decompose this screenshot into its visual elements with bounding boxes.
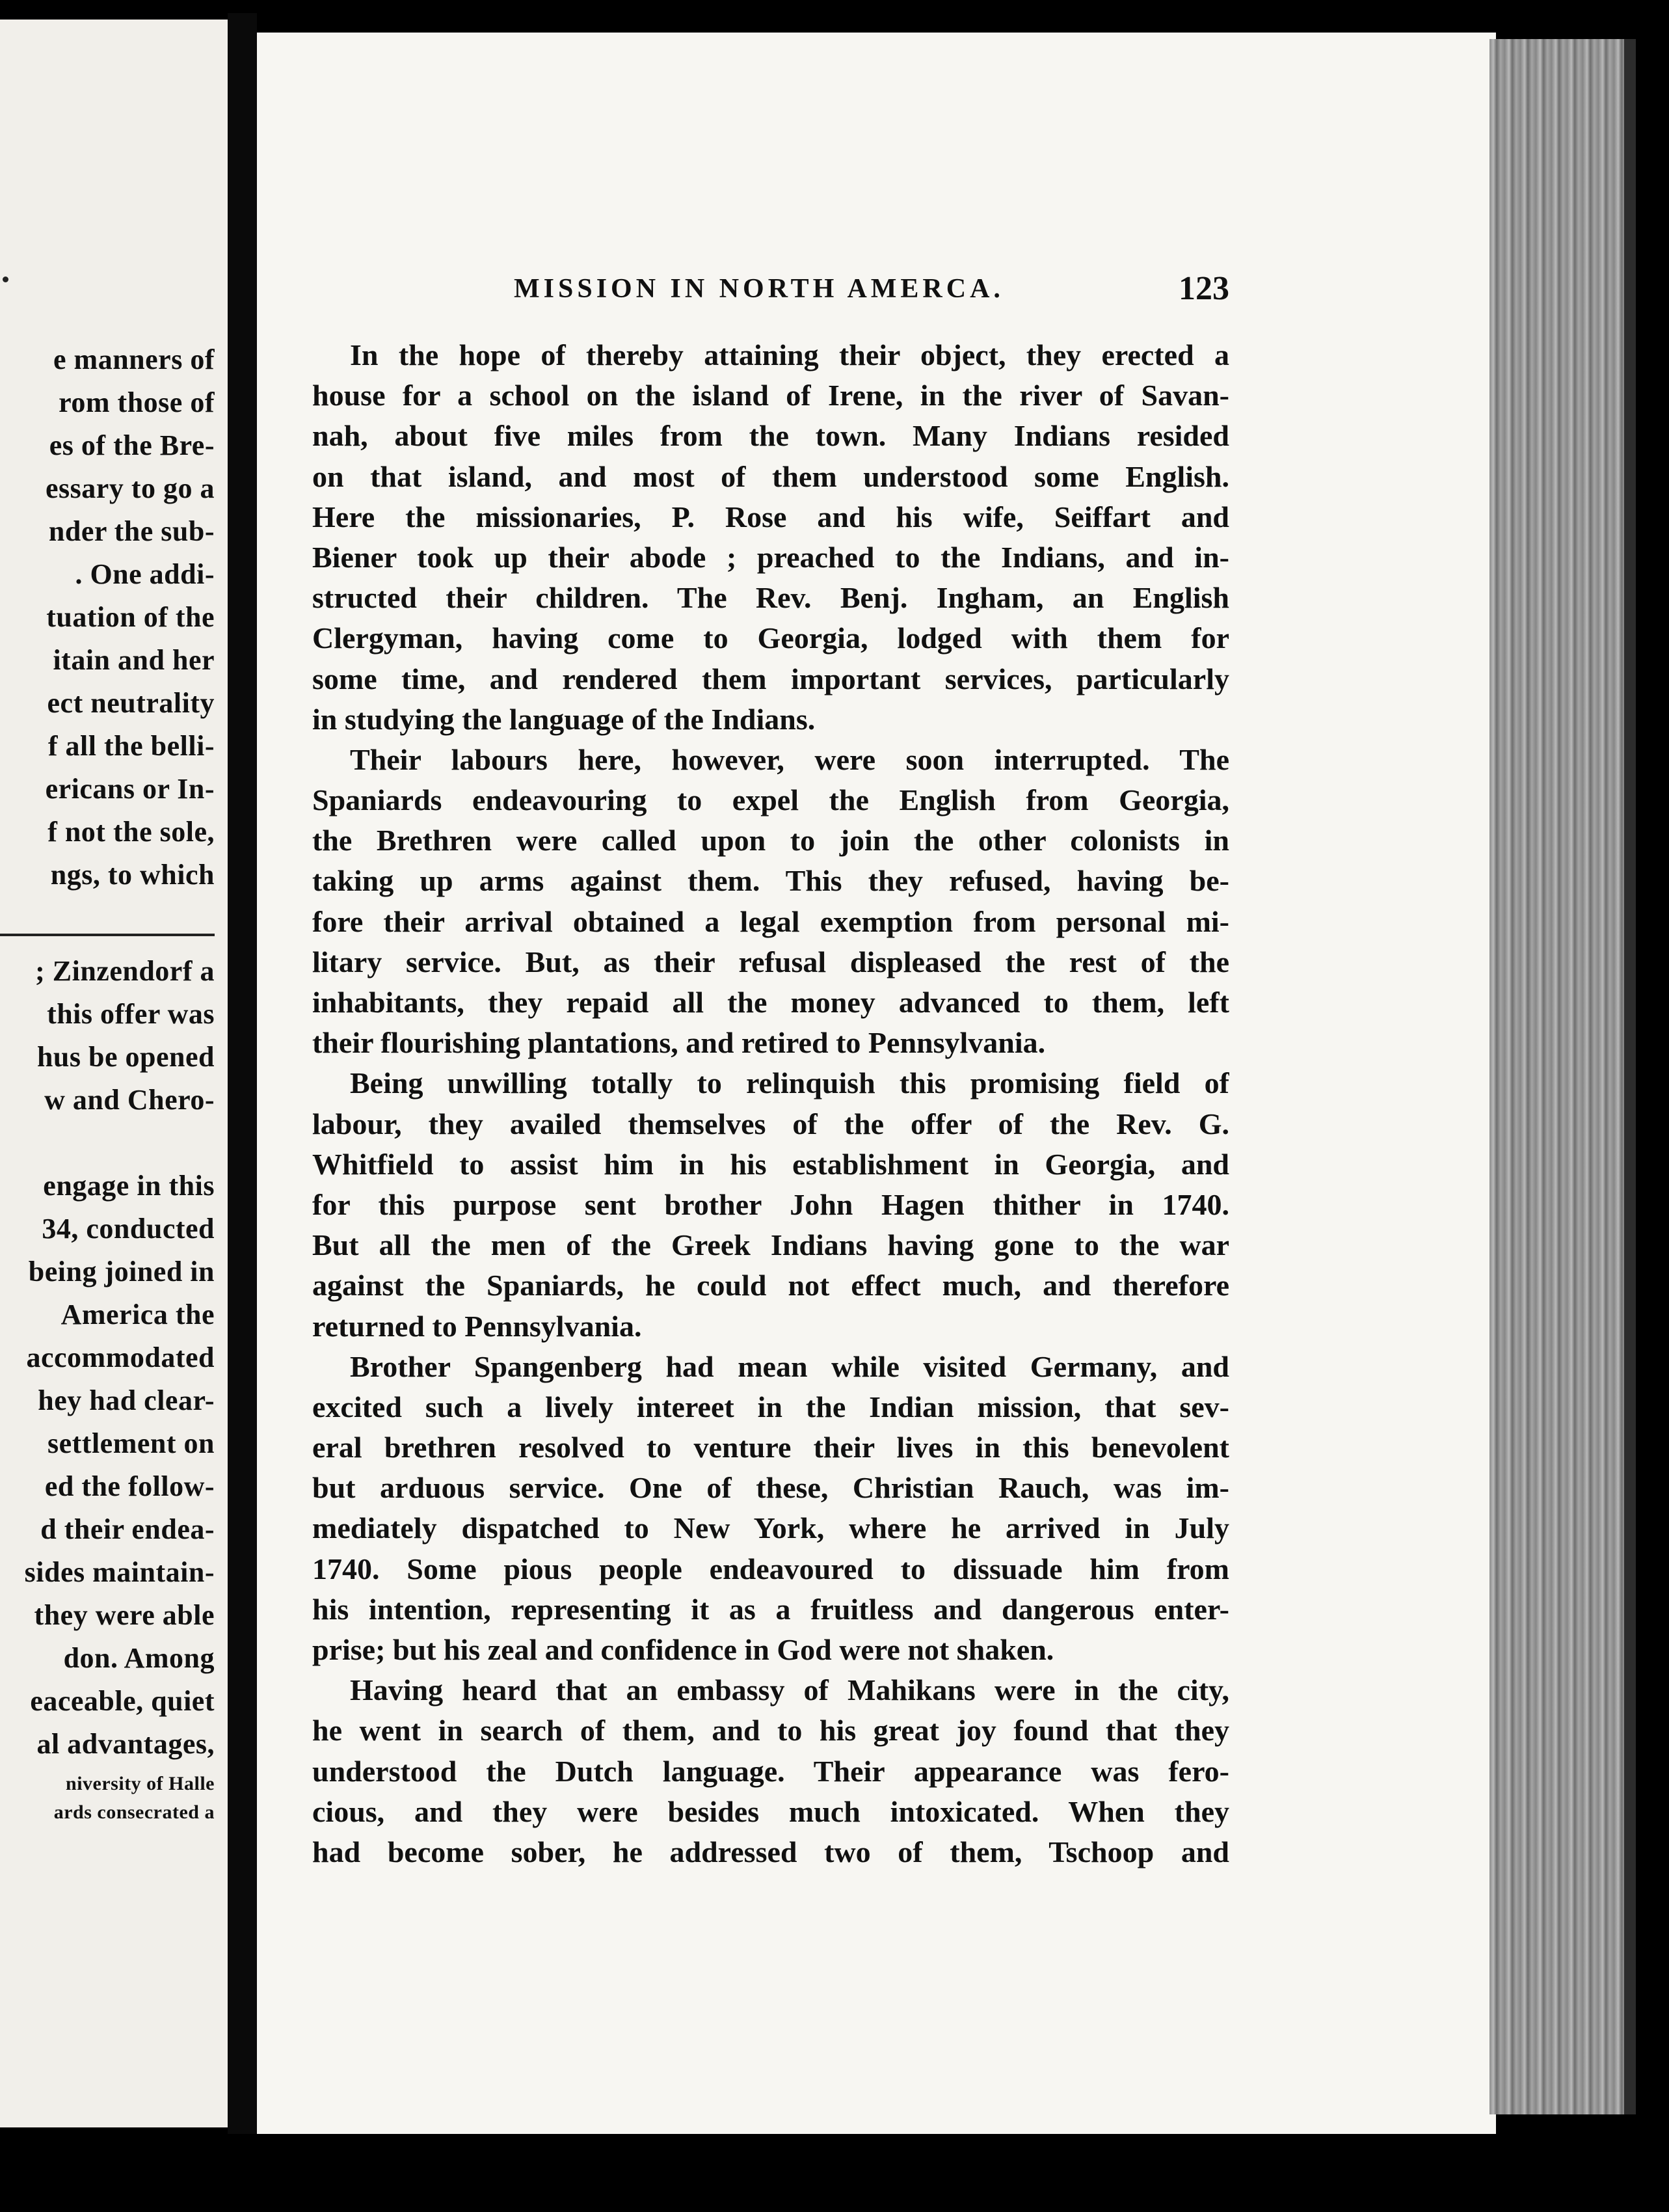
previous-page-line: d their endea- — [40, 1513, 215, 1545]
previous-page-line: rom those of — [59, 386, 215, 418]
previous-page-text-lower — [0, 950, 228, 1766]
previous-page-line: sides maintain- — [24, 1556, 215, 1588]
text-line: excited such a lively intereet in the Indian mission, that sev- — [312, 1390, 1229, 1423]
previous-page-line: nder the sub- — [48, 515, 215, 547]
text-line: labour, they availed themselves of the offer of the Rev. G. — [312, 1107, 1229, 1140]
text-line: mediately dispatched to New York, where he arrived in July — [312, 1511, 1229, 1545]
text-line: Spaniards endeavouring to expel the English from Georgia, — [312, 783, 1229, 817]
text-line: Brother Spangenberg had mean while visited Germany, and — [350, 1349, 1229, 1383]
running-head — [514, 270, 1229, 312]
previous-page-line: al advantages, — [36, 1728, 215, 1760]
previous-page-line: niversity of Halle — [66, 1773, 215, 1794]
body-text — [312, 335, 1229, 1872]
previous-page-line: they were able — [34, 1599, 215, 1631]
page-number: 123 — [1179, 270, 1229, 307]
running-title: MISSION IN NORTH AMERCA. — [514, 274, 1004, 304]
text-line: structed their children. The Rev. Benj. Ingham, an English — [312, 581, 1229, 615]
text-line: the Brethren were called upon to join the other colonists in — [312, 824, 1229, 857]
previous-page-line: America the — [60, 1299, 215, 1330]
previous-page-text-upper — [0, 338, 228, 897]
text-line: Here the missionaries, P. Rose and his wife, Seiffart and — [312, 500, 1229, 533]
ink-mark — [3, 276, 8, 282]
previous-page-line: this offer was — [47, 998, 215, 1030]
previous-page-line: accommodated — [26, 1342, 215, 1373]
previous-page-line: ericans or In- — [45, 773, 215, 805]
text-line: But all the men of the Greek Indians having gone to the war — [312, 1228, 1229, 1262]
text-line: inhabitants, they repaid all the money advanced to them, left — [312, 986, 1229, 1019]
previous-page-line: settlement on — [47, 1427, 215, 1459]
text-line: cious, and they were besides much intoxicated. When they — [312, 1794, 1229, 1828]
text-line: litary service. But, as their refusal displeased the rest of the — [312, 945, 1229, 978]
text-line: fore their arrival obtained a legal exemption from personal mi- — [312, 904, 1229, 938]
previous-page-line: ed the follow- — [44, 1470, 215, 1502]
previous-page-line: essary to go a — [46, 472, 215, 504]
previous-page-line: tuation of the — [46, 601, 215, 633]
previous-page-line: ards consecrated a — [53, 1801, 215, 1823]
text-line: some time, and rendered them important services, particularly — [312, 662, 1229, 695]
previous-page-footnote — [0, 1770, 228, 1827]
text-line: but arduous service. One of these, Christian Rauch, was im- — [312, 1471, 1229, 1505]
text-line: taking up arms against them. This they refused, having be- — [312, 864, 1229, 898]
text-line: Clergyman, having come to Georgia, lodged with them for — [312, 621, 1229, 655]
text-line: eral brethren resolved to venture their lives in this benevolent — [312, 1431, 1229, 1464]
previous-page-line: ; Zinzendorf a — [35, 955, 215, 987]
text-line: nah, about five miles from the town. Many Indians resided — [312, 419, 1229, 453]
previous-page-line: don. Among — [63, 1642, 215, 1674]
footnote-rule — [0, 934, 215, 936]
previous-page-line: engage in this — [43, 1170, 215, 1202]
previous-page-line: f not the sole, — [47, 816, 215, 848]
previous-page-line: f all the belli- — [47, 730, 215, 762]
text-line: in studying the language of the Indians. — [312, 702, 816, 736]
text-line: Their labours here, however, were soon interrupted. The — [350, 742, 1229, 776]
previous-page-line: hey had clear- — [38, 1384, 215, 1416]
previous-page-line: hus be opened — [36, 1041, 215, 1073]
text-line: for this purpose sent brother John Hagen thither in 1740. — [312, 1187, 1229, 1221]
previous-page-line — [0, 1122, 228, 1165]
previous-page-line: 34, conducted — [42, 1213, 215, 1245]
text-line: had become sober, he addressed two of them, Tschoop and — [312, 1835, 1229, 1868]
text-line: understood the Dutch language. Their appearance was fero- — [312, 1754, 1229, 1788]
text-line: Whitfield to assist him in his establishment in Georgia, and — [312, 1147, 1229, 1181]
text-line: he went in search of them, and to his great joy found that they — [312, 1714, 1229, 1747]
text-line: Having heard that an embassy of Mahikans were in the city, — [350, 1673, 1229, 1707]
text-line: against the Spaniards, he could not effect much, and therefore — [312, 1269, 1229, 1302]
previous-page-line: w and Chero- — [44, 1084, 215, 1116]
previous-page-line: e manners of — [53, 344, 215, 375]
text-line: returned to Pennsylvania. — [312, 1309, 642, 1343]
previous-page-line: ngs, to which — [50, 859, 215, 891]
text-line: 1740. Some pious people endeavoured to dissuade him from — [312, 1552, 1229, 1585]
text-line: house for a school on the island of Irene, in the river of Savan- — [312, 379, 1229, 412]
text-line: on that island, and most of them understood some English. — [312, 459, 1229, 493]
text-line: In the hope of thereby attaining their object, they erected a — [350, 338, 1229, 371]
previous-page-line: . One addi- — [75, 558, 215, 590]
previous-page-line: ect neutrality — [47, 687, 215, 719]
text-line: his intention, representing it as a fruitless and dangerous enter- — [312, 1592, 1229, 1626]
previous-page-fragment — [0, 20, 228, 2127]
previous-page-line: eaceable, quiet — [30, 1685, 215, 1717]
text-line: Biener took up their abode ; preached to the Indians, and in- — [312, 540, 1229, 574]
text-line: prise; but his zeal and confidence in God were not shaken. — [312, 1633, 1054, 1666]
previous-page-line: es of the Bre- — [49, 429, 215, 461]
previous-page-line: being joined in — [28, 1256, 215, 1288]
book-gutter — [228, 13, 257, 2134]
page-edges — [1489, 39, 1636, 2114]
text-line: Being unwilling totally to relinquish this promising field of — [350, 1066, 1229, 1100]
text-line: their flourishing plantations, and retired to Pennsylvania. — [312, 1026, 1046, 1060]
previous-page-line: itain and her — [53, 644, 215, 676]
